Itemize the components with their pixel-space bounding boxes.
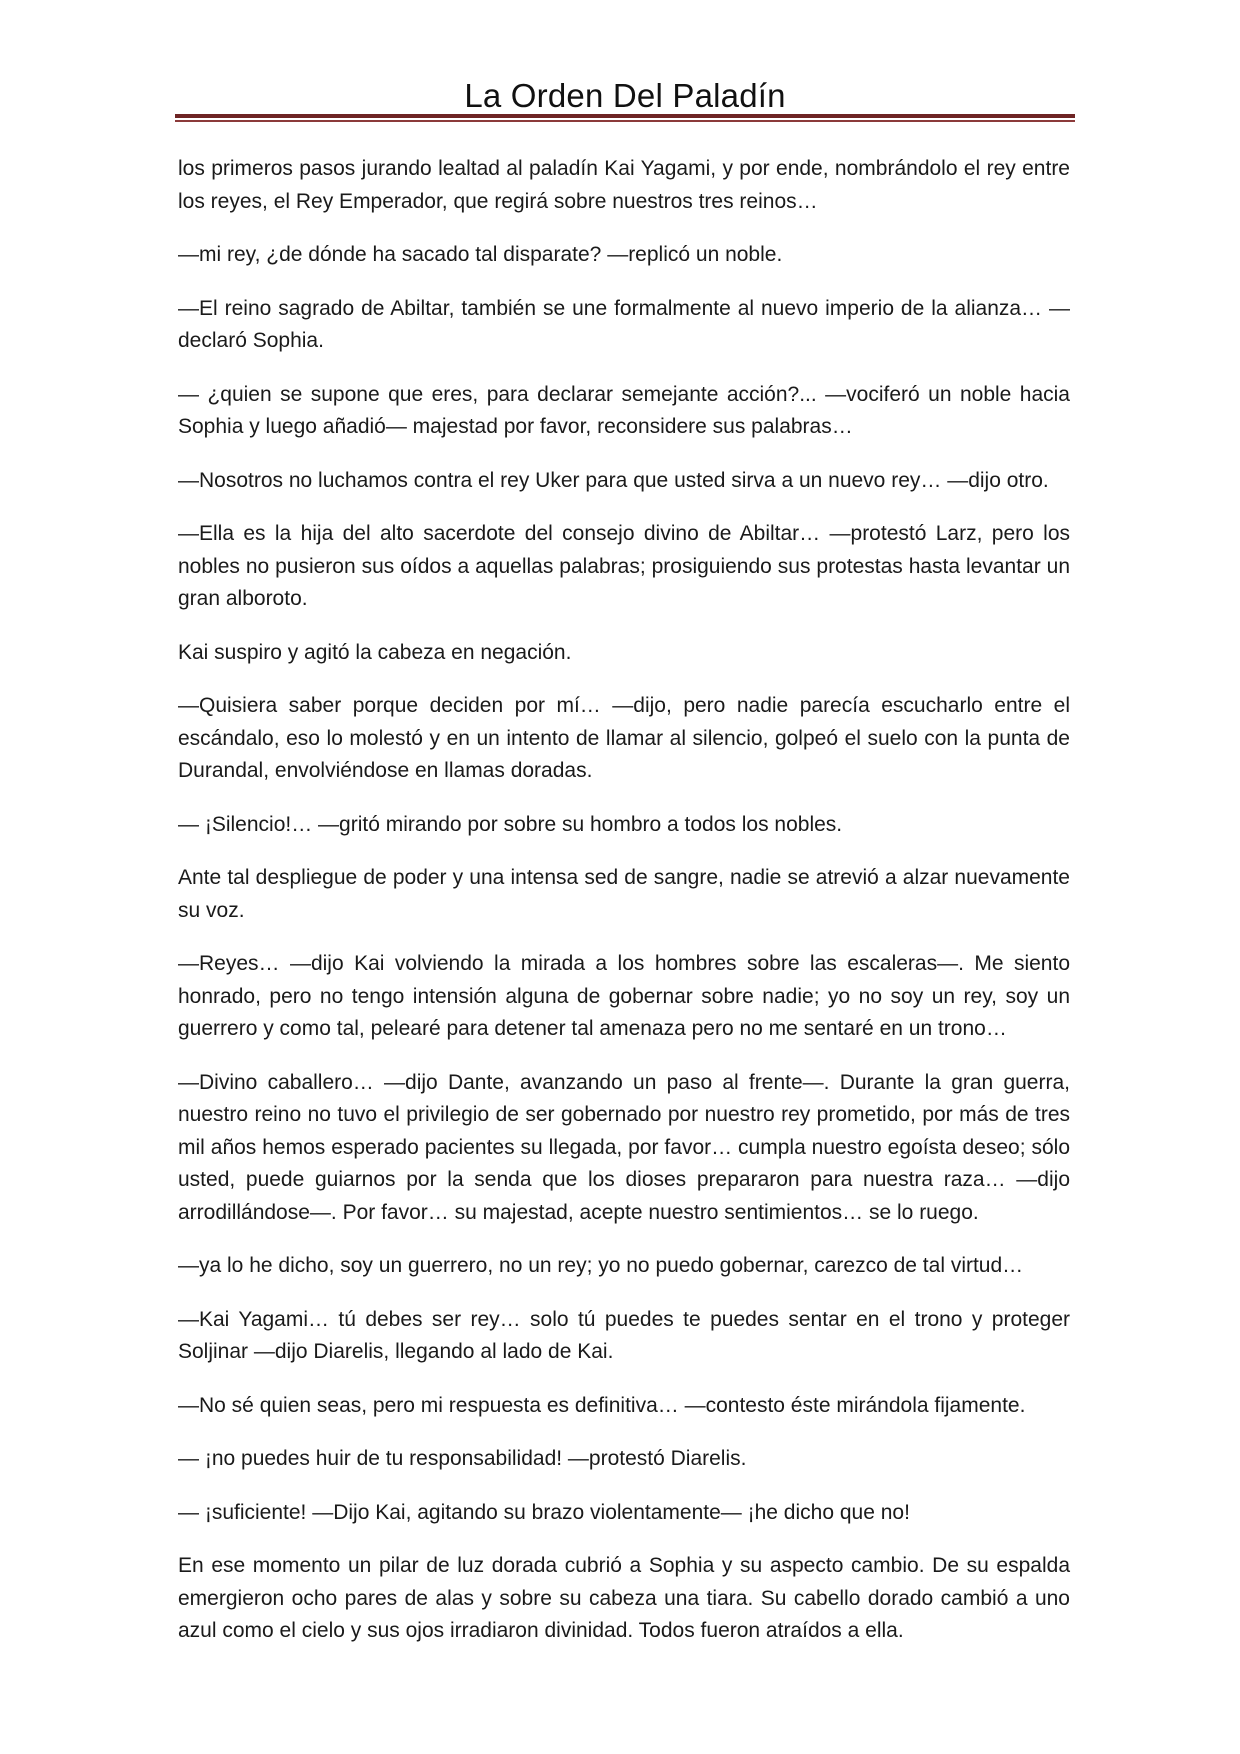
header-rule [175, 114, 1075, 123]
page-header [175, 70, 1075, 122]
paragraph-3: —El reino sagrado de Abiltar, también se une formalmente al nuevo imperio de la alianza… —declaró Sophia. [178, 296, 1070, 352]
paragraph-11: —Reyes… —dijo Kai volviendo la mirada a los hombres sobre las escaleras—. Me siento honrado, pero no tengo intensión alguna de gobernar sobre nadie; yo no soy un rey, soy un guerrero y como tal, pelearé para detener tal amenaza pero no me sentaré en un trono… [178, 952, 1070, 1040]
paragraph-15: —No sé quien seas, pero mi respuesta es definitiva… —contesto éste mirándola fijamente. [178, 1393, 1026, 1417]
paragraph-6: —Ella es la hija del alto sacerdote del consejo divino de Abiltar… —protestó Larz, pero los nobles no pusieron sus oídos a aquellas palabras; prosiguiendo sus protestas hasta levantar un gran alboroto. [178, 522, 1070, 610]
paragraph-2: —mi rey, ¿de dónde ha sacado tal disparate? —replicó un noble. [178, 243, 783, 266]
paragraph-8: —Quisiera saber porque deciden por mí… —dijo, pero nadie parecía escucharlo entre el escándalo, eso lo molestó y en un intento de llamar al silencio, golpeó el suelo con la punta de Durandal, envolviéndose en llamas doradas. [178, 694, 1070, 782]
header-rule-thick [175, 114, 1075, 118]
paragraph-18: En ese momento un pilar de luz dorada cubrió a Sophia y su aspecto cambio. De su espalda emergieron ocho pares de alas y sobre su cabeza una tiara. Su cabello dorado cambió a uno azul como el cielo y sus ojos irradiaron divinidad. Todos fueron atraídos a ella. [178, 1554, 1070, 1642]
page-title: La Orden Del Paladín [464, 77, 786, 114]
paragraph-10: Ante tal despliegue de poder y una intensa sed de sangre, nadie se atrevió a alzar nuevamente su voz. [178, 866, 1070, 922]
paragraph-4: — ¿quien se supone que eres, para declarar semejante acción?... —vociferó un noble hacia Sophia y luego añadió— majestad por favor, reconsidere sus palabras… [178, 382, 1070, 438]
paragraph-1: los primeros pasos jurando lealtad al paladín Kai Yagami, y por ende, nombrándolo el rey entre los reyes, el Rey Emperador, que regirá sobre nuestros tres reinos… [178, 157, 1070, 213]
page-body [178, 153, 1070, 1669]
paragraph-14: —Kai Yagami… tú debes ser rey… solo tú puedes te puedes sentar en el trono y proteger Soljinar —dijo Diarelis, llegando al lado de Kai. [178, 1307, 1070, 1363]
paragraph-7: Kai suspiro y agitó la cabeza en negación. [178, 640, 572, 664]
header-rule-thin [175, 120, 1075, 122]
paragraph-17: — ¡suficiente! —Dijo Kai, agitando su brazo violentamente— ¡he dicho que no! [178, 1500, 910, 1524]
paragraph-13: —ya lo he dicho, soy un guerrero, no un rey; yo no puedo gobernar, carezco de tal virtud… [178, 1254, 1024, 1277]
paragraph-9: — ¡Silencio!… —gritó mirando por sobre su hombro a todos los nobles. [178, 812, 843, 836]
paragraph-12: —Divino caballero… —dijo Dante, avanzando un paso al frente—. Durante la gran guerra, nuestro reino no tuvo el privilegio de ser gobernado por nuestro rey prometido, por más de tres mil años hemos esperado pacientes su llegada, por favor… cumpla nuestro egoísta deseo; sólo usted, puede guiarnos por la senda que los dioses prepararon para nuestra raza… —dijo arrodillándose—. Por favor… su majestad, acepte nuestro sentimientos… se lo ruego. [178, 1070, 1070, 1224]
paragraph-5: —Nosotros no luchamos contra el rey Uker para que usted sirva a un nuevo rey… —dijo otro. [178, 468, 1049, 492]
paragraph-16: — ¡no puedes huir de tu responsabilidad! —protestó Diarelis. [178, 1447, 747, 1470]
